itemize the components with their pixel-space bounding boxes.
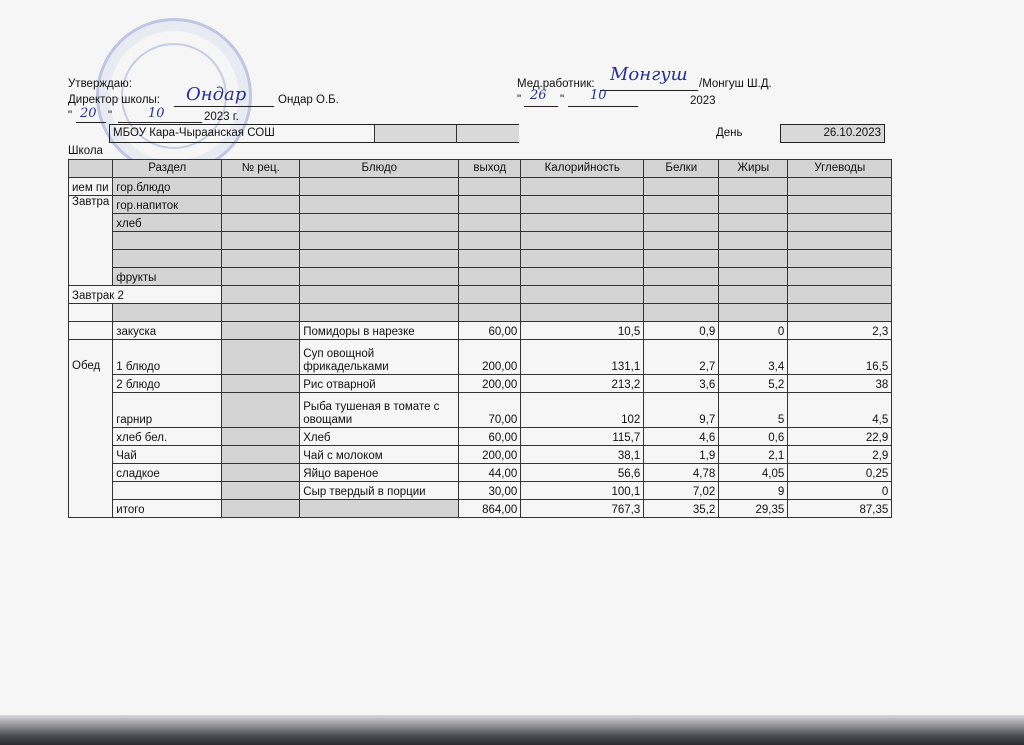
row-kcal — [521, 304, 644, 322]
row-carbs: 0,25 — [788, 464, 892, 482]
row-fat: 5,2 — [719, 375, 788, 393]
table-row — [69, 178, 892, 196]
approve-label: Утверждаю: — [68, 78, 132, 90]
row-carbs: 38 — [788, 375, 892, 393]
school-label: Школа — [68, 145, 103, 157]
section-spacer — [69, 322, 113, 340]
row-protein — [644, 268, 719, 286]
row-carbs: 87,35 — [788, 500, 892, 518]
med-name: /Монгуш Ш.Д. — [699, 78, 772, 90]
row-recipe — [222, 446, 300, 464]
row-fat: 29,35 — [719, 500, 788, 518]
table-row — [69, 340, 892, 375]
director-signature: Ондар — [186, 84, 247, 105]
row-fat — [719, 268, 788, 286]
menu-table — [68, 159, 892, 518]
table-row — [69, 304, 892, 322]
day-value-box — [780, 124, 885, 143]
row-dish: Рис отварной — [300, 375, 459, 393]
section-first: ием пи — [69, 178, 113, 196]
row-recipe — [222, 268, 300, 286]
row-dish — [300, 500, 459, 518]
school-name: МБОУ Кара-Чыраанская СОШ — [113, 127, 275, 139]
row-recipe — [222, 482, 300, 500]
row-fat: 4,05 — [719, 464, 788, 482]
med-signature-line — [600, 90, 698, 91]
med-date-day-line — [524, 106, 558, 107]
row-fat: 9 — [719, 482, 788, 500]
row-carbs: 22,9 — [788, 428, 892, 446]
row-dish: Чай с молоком — [300, 446, 459, 464]
row-carbs: 4,5 — [788, 393, 892, 428]
row-yield: 30,00 — [459, 482, 521, 500]
row-yield — [459, 196, 521, 214]
table-row — [69, 446, 892, 464]
row-dish — [300, 268, 459, 286]
row-category — [113, 482, 222, 500]
row-dish — [300, 196, 459, 214]
row-fat: 3,4 — [719, 340, 788, 375]
row-protein: 3,6 — [644, 375, 719, 393]
row-protein: 7,02 — [644, 482, 719, 500]
row-kcal: 56,6 — [521, 464, 644, 482]
row-protein: 9,7 — [644, 393, 719, 428]
row-protein: 4,6 — [644, 428, 719, 446]
row-protein — [644, 250, 719, 268]
row-dish: Рыба тушеная в томате с овощами — [300, 393, 459, 428]
section-breakfast2: Завтрак 2 — [69, 286, 222, 304]
row-fat — [719, 304, 788, 322]
table-row — [69, 214, 892, 232]
header-yield: выход — [459, 160, 521, 178]
row-yield — [459, 178, 521, 196]
school-cell-2 — [456, 125, 519, 142]
row-kcal — [521, 178, 644, 196]
row-kcal: 10,5 — [521, 322, 644, 340]
row-carbs — [788, 178, 892, 196]
section-breakfast: Завтра — [69, 196, 113, 286]
row-dish — [300, 250, 459, 268]
row-fat — [719, 178, 788, 196]
row-yield — [459, 286, 521, 304]
table-row — [69, 250, 892, 268]
row-category — [113, 304, 222, 322]
row-recipe — [222, 340, 300, 375]
table-row — [69, 500, 892, 518]
header-protein: Белки — [644, 160, 719, 178]
row-carbs — [788, 304, 892, 322]
row-recipe — [222, 500, 300, 518]
row-fat — [719, 214, 788, 232]
day-value: 26.10.2023 — [823, 127, 881, 139]
row-recipe — [222, 214, 300, 232]
row-yield: 60,00 — [459, 428, 521, 446]
row-kcal: 213,2 — [521, 375, 644, 393]
row-category: закуска — [113, 322, 222, 340]
row-carbs — [788, 214, 892, 232]
scan-edge-shadow — [0, 715, 1024, 745]
row-recipe — [222, 428, 300, 446]
row-kcal: 102 — [521, 393, 644, 428]
row-recipe — [222, 286, 300, 304]
table-row — [69, 268, 892, 286]
row-dish: Помидоры в нарезке — [300, 322, 459, 340]
row-category: хлеб бел. — [113, 428, 222, 446]
section-lunch: Обед — [69, 340, 113, 518]
header-fat: Жиры — [719, 160, 788, 178]
row-protein — [644, 304, 719, 322]
row-kcal: 767,3 — [521, 500, 644, 518]
row-recipe — [222, 322, 300, 340]
header-blank — [69, 160, 113, 178]
row-yield: 200,00 — [459, 375, 521, 393]
date-day: 20 — [80, 106, 97, 121]
row-category — [113, 232, 222, 250]
med-date-month-line — [568, 106, 638, 107]
date-open-quote: " — [68, 110, 73, 122]
row-kcal — [521, 286, 644, 304]
director-label: Директор школы: — [68, 94, 160, 106]
header-kcal: Калорийность — [521, 160, 644, 178]
header-carbs: Углеводы — [788, 160, 892, 178]
row-carbs — [788, 196, 892, 214]
day-label: День — [716, 127, 743, 139]
row-kcal — [521, 268, 644, 286]
med-date-month: 10 — [590, 88, 607, 103]
row-kcal: 38,1 — [521, 446, 644, 464]
row-category: гор.напиток — [113, 196, 222, 214]
header-recipe: № рец. — [222, 160, 300, 178]
table-row — [69, 482, 892, 500]
row-category: Чай — [113, 446, 222, 464]
row-category: итого — [113, 500, 222, 518]
row-fat — [719, 232, 788, 250]
row-category: сладкое — [113, 464, 222, 482]
row-recipe — [222, 178, 300, 196]
row-protein — [644, 286, 719, 304]
table-row — [69, 464, 892, 482]
row-carbs: 2,9 — [788, 446, 892, 464]
date-month: 10 — [148, 106, 165, 121]
med-date-open-quote: " — [517, 94, 522, 106]
row-carbs — [788, 232, 892, 250]
row-category: гор.блюдо — [113, 178, 222, 196]
row-protein — [644, 232, 719, 250]
row-recipe — [222, 232, 300, 250]
row-recipe — [222, 250, 300, 268]
row-fat — [719, 250, 788, 268]
row-protein: 0,9 — [644, 322, 719, 340]
row-yield — [459, 268, 521, 286]
row-recipe — [222, 375, 300, 393]
table-row — [69, 428, 892, 446]
row-yield: 200,00 — [459, 340, 521, 375]
row-yield: 44,00 — [459, 464, 521, 482]
row-protein: 4,78 — [644, 464, 719, 482]
row-protein — [644, 214, 719, 232]
row-yield: 864,00 — [459, 500, 521, 518]
row-kcal: 100,1 — [521, 482, 644, 500]
row-dish: Яйцо вареное — [300, 464, 459, 482]
row-yield — [459, 214, 521, 232]
director-name: Ондар О.Б. — [278, 94, 339, 106]
director-signature-line — [174, 106, 274, 107]
row-yield: 200,00 — [459, 446, 521, 464]
row-carbs — [788, 250, 892, 268]
row-category: 1 блюдо — [113, 340, 222, 375]
row-yield — [459, 304, 521, 322]
row-category: хлеб — [113, 214, 222, 232]
row-recipe — [222, 196, 300, 214]
row-dish — [300, 304, 459, 322]
row-category: гарнир — [113, 393, 222, 428]
row-fat: 0 — [719, 322, 788, 340]
row-category — [113, 250, 222, 268]
row-kcal: 115,7 — [521, 428, 644, 446]
table-row — [69, 286, 892, 304]
row-kcal — [521, 232, 644, 250]
row-kcal — [521, 250, 644, 268]
table-header-row — [69, 160, 892, 178]
row-protein: 35,2 — [644, 500, 719, 518]
row-recipe — [222, 393, 300, 428]
table-row — [69, 322, 892, 340]
row-dish: Суп овощной фрикадельками — [300, 340, 459, 375]
school-name-box — [109, 124, 519, 143]
row-carbs — [788, 286, 892, 304]
row-dish — [300, 178, 459, 196]
row-fat — [719, 196, 788, 214]
row-yield: 70,00 — [459, 393, 521, 428]
table-row — [69, 393, 892, 428]
date-year: 2023 г. — [204, 111, 239, 123]
table-row — [69, 196, 892, 214]
section-spacer — [69, 304, 113, 322]
row-fat: 2,1 — [719, 446, 788, 464]
row-category: фрукты — [113, 268, 222, 286]
row-kcal: 131,1 — [521, 340, 644, 375]
row-protein — [644, 196, 719, 214]
row-recipe — [222, 464, 300, 482]
row-dish — [300, 232, 459, 250]
med-year: 2023 — [690, 95, 716, 107]
row-dish: Сыр твердый в порции — [300, 482, 459, 500]
table-row — [69, 232, 892, 250]
row-category: 2 блюдо — [113, 375, 222, 393]
med-label: Мед.работник: — [517, 78, 595, 90]
table-row — [69, 375, 892, 393]
row-fat — [719, 286, 788, 304]
row-carbs: 2,3 — [788, 322, 892, 340]
med-signature: Монгуш — [610, 64, 688, 85]
date-month-line — [118, 122, 202, 123]
row-dish — [300, 286, 459, 304]
row-yield — [459, 232, 521, 250]
date-day-line — [76, 122, 106, 123]
row-carbs — [788, 268, 892, 286]
row-protein: 1,9 — [644, 446, 719, 464]
row-fat: 0,6 — [719, 428, 788, 446]
row-kcal — [521, 196, 644, 214]
row-protein — [644, 178, 719, 196]
row-kcal — [521, 214, 644, 232]
row-dish: Хлеб — [300, 428, 459, 446]
row-carbs: 0 — [788, 482, 892, 500]
med-date-day: 26 — [530, 88, 547, 103]
row-dish — [300, 214, 459, 232]
row-yield — [459, 250, 521, 268]
med-date-close-quote: " — [560, 94, 565, 106]
row-recipe — [222, 304, 300, 322]
row-carbs: 16,5 — [788, 340, 892, 375]
header-dish: Блюдо — [300, 160, 459, 178]
date-close-quote: " — [108, 110, 113, 122]
row-yield: 60,00 — [459, 322, 521, 340]
row-protein: 2,7 — [644, 340, 719, 375]
row-fat: 5 — [719, 393, 788, 428]
school-cell-1 — [374, 125, 457, 142]
header-section: Раздел — [113, 160, 222, 178]
